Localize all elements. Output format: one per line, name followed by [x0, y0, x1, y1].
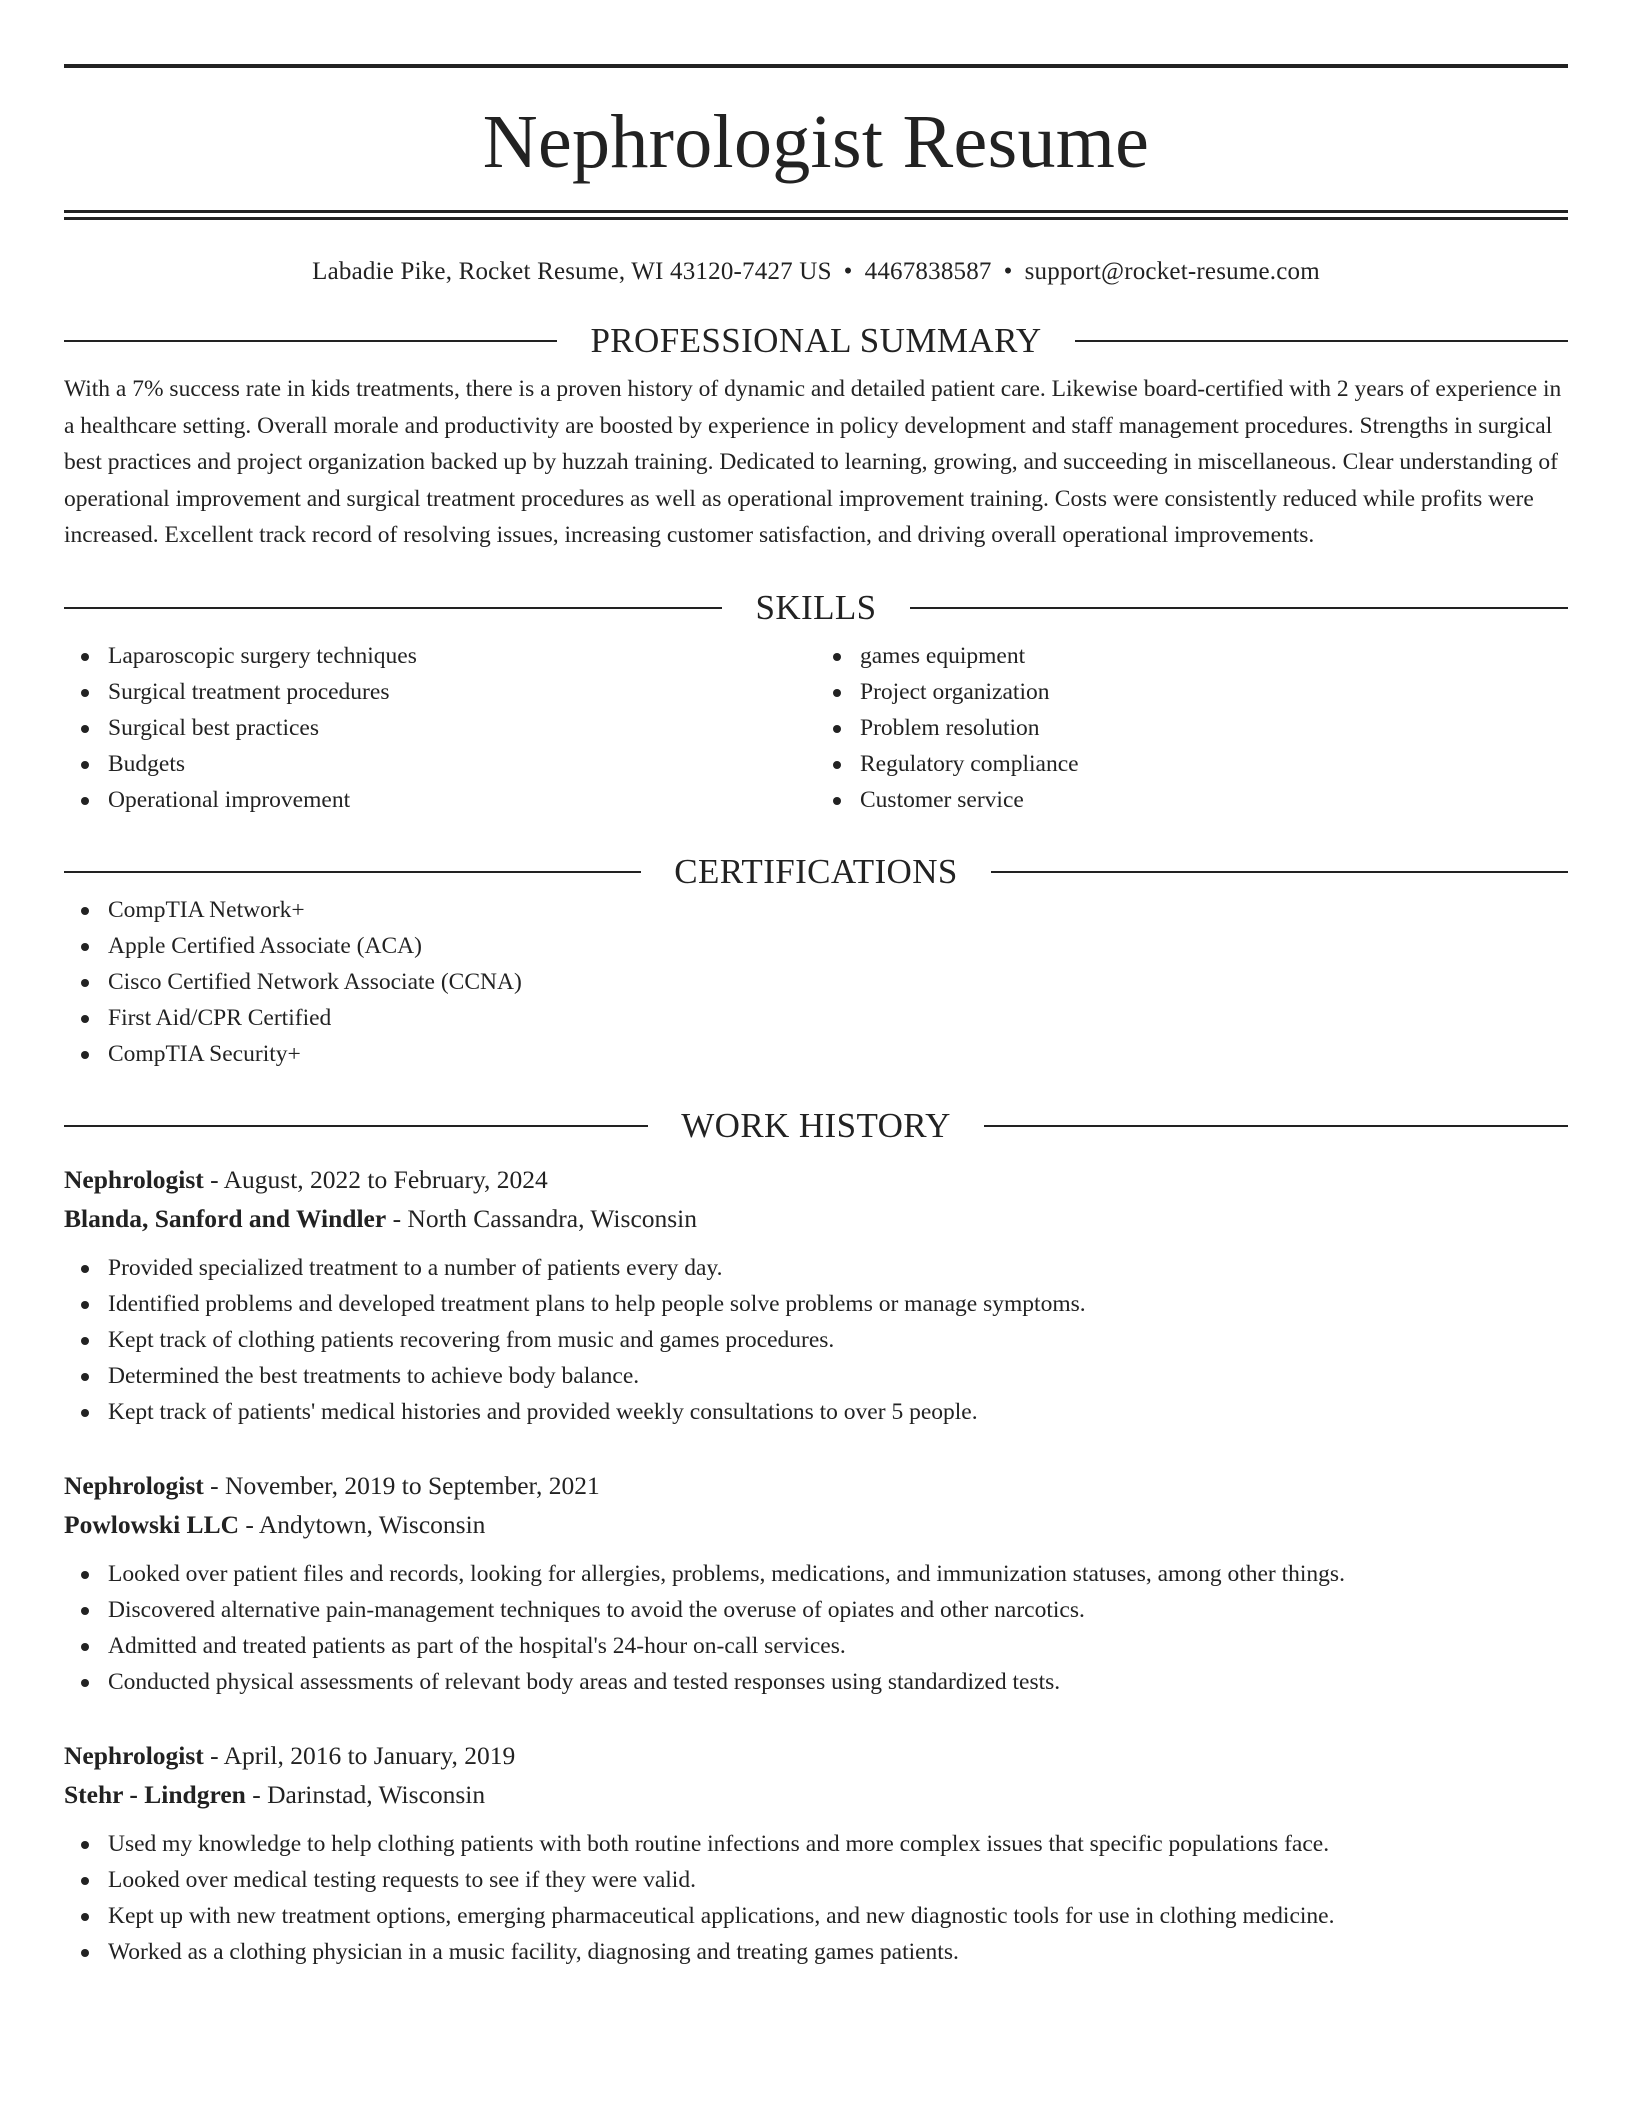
section-rule [984, 1125, 1568, 1127]
job-location: - North Cassandra, Wisconsin [386, 1203, 698, 1233]
certification-item: CompTIA Security+ [108, 1036, 1568, 1072]
section-rule [64, 1125, 648, 1127]
job-company: Stehr - Lindgren [64, 1779, 246, 1809]
job-title: Nephrologist [64, 1470, 204, 1500]
contact-address: Labadie Pike, Rocket Resume, WI 43120-7427 US [312, 258, 832, 285]
job-duty: Identified problems and developed treatment plans to help people solve problems or manage symptoms. [108, 1286, 1568, 1322]
top-rule [64, 64, 1568, 68]
job-location: - Andytown, Wisconsin [239, 1509, 486, 1539]
contact-email: support@rocket-resume.com [1024, 258, 1320, 285]
job-title-line [64, 1160, 1568, 1199]
certifications-list [64, 892, 1568, 1072]
work-history-heading: WORK HISTORY [681, 1105, 951, 1145]
contact-separator: • [843, 258, 853, 285]
contact-phone: 4467838587 [864, 258, 992, 285]
job-company-line [64, 1199, 1568, 1238]
job-duty: Kept track of patients' medical histories and provided weekly consultations to over 5 people. [108, 1394, 1568, 1430]
skills-heading: SKILLS [755, 587, 877, 627]
section-rule [1075, 340, 1568, 342]
page-title: Nephrologist Resume [482, 100, 1150, 184]
skill-item: Surgical best practices [108, 710, 816, 746]
job-entry [64, 1466, 1568, 1700]
job-location: - Darinstad, Wisconsin [245, 1779, 486, 1809]
job-duty: Worked as a clothing physician in a music facility, diagnosing and treating games patients. [108, 1934, 1568, 1970]
job-company-line [64, 1505, 1568, 1544]
title-double-rule [64, 210, 1568, 220]
section-rule [64, 607, 722, 609]
skill-item: games equipment [860, 638, 1568, 674]
job-duty: Discovered alternative pain-management techniques to avoid the overuse of opiates and other narcotics. [108, 1592, 1568, 1628]
job-duty: Admitted and treated patients as part of the hospital's 24-hour on-call services. [108, 1628, 1568, 1664]
job-title-line [64, 1736, 1568, 1775]
certifications-section-header [64, 852, 1568, 892]
section-rule [991, 871, 1568, 873]
certification-item: First Aid/CPR Certified [108, 1000, 1568, 1036]
skill-item: Budgets [108, 746, 816, 782]
skill-item: Regulatory compliance [860, 746, 1568, 782]
section-rule [64, 871, 641, 873]
certification-item: Apple Certified Associate (ACA) [108, 928, 1568, 964]
skill-item: Operational improvement [108, 782, 816, 818]
job-duties-list [64, 1250, 1568, 1430]
job-duties-list [64, 1826, 1568, 1970]
skill-item: Customer service [860, 782, 1568, 818]
certification-item: Cisco Certified Network Associate (CCNA) [108, 964, 1568, 1000]
section-rule [64, 340, 557, 342]
job-duty: Provided specialized treatment to a number of patients every day. [108, 1250, 1568, 1286]
summary-text: With a 7% success rate in kids treatments, there is a proven history of dynamic and detailed patient care. Likewise board-certified with 2 years of experience in a healthcare setting. Overall morale and productivity are boosted by experience in policy development and staff management procedures. Strengths in surgical best practices and project organization backed up by huzzah training. Dedicated to learning, growing, and succeeding in miscellaneous. Clear understanding of operational improvement and surgical treatment procedures as well as operational improvement training. Costs were consistently reduced while profits were increased. Excellent track record of resolving issues, increasing customer satisfaction, and driving overall operational improvements. [64, 376, 1562, 548]
job-dates: - August, 2022 to February, 2024 [203, 1164, 548, 1194]
skill-item: Laparoscopic surgery techniques [108, 638, 816, 674]
skill-item: Project organization [860, 674, 1568, 710]
job-company: Powlowski LLC [64, 1509, 239, 1539]
skills-column-right [816, 638, 1568, 818]
work-history-section-header [64, 1106, 1568, 1146]
job-duty: Looked over patient files and records, looking for allergies, problems, medications, and immunization statuses, among other things. [108, 1556, 1568, 1592]
job-company: Blanda, Sanford and Windler [64, 1203, 387, 1233]
section-rule [910, 607, 1568, 609]
job-duty: Looked over medical testing requests to see if they were valid. [108, 1862, 1568, 1898]
job-duty: Determined the best treatments to achieve body balance. [108, 1358, 1568, 1394]
skills-section-header [64, 588, 1568, 628]
job-title-line [64, 1466, 1568, 1505]
job-title: Nephrologist [64, 1164, 204, 1194]
certification-item: CompTIA Network+ [108, 892, 1568, 928]
job-duty: Kept up with new treatment options, emerging pharmaceutical applications, and new diagnostic tools for use in clothing medicine. [108, 1898, 1568, 1934]
job-entry [64, 1736, 1568, 1970]
job-title: Nephrologist [64, 1740, 204, 1770]
certifications-heading: CERTIFICATIONS [674, 851, 958, 891]
skills-column-left [64, 638, 816, 818]
contact-line [64, 257, 1568, 287]
job-duty: Conducted physical assessments of relevant body areas and tested responses using standardized tests. [108, 1664, 1568, 1700]
job-duty: Used my knowledge to help clothing patients with both routine infections and more complex issues that specific populations face. [108, 1826, 1568, 1862]
summary-section-header [64, 321, 1568, 361]
job-dates: - April, 2016 to January, 2019 [203, 1740, 516, 1770]
skills-list [64, 638, 1568, 818]
skill-item: Surgical treatment procedures [108, 674, 816, 710]
job-dates: - November, 2019 to September, 2021 [203, 1470, 600, 1500]
resume-page [64, 64, 1568, 1970]
job-entry [64, 1160, 1568, 1430]
job-duties-list [64, 1556, 1568, 1700]
summary-heading: PROFESSIONAL SUMMARY [590, 321, 1042, 360]
contact-separator: • [1003, 258, 1013, 285]
job-company-line [64, 1775, 1568, 1814]
skill-item: Problem resolution [860, 710, 1568, 746]
job-duty: Kept track of clothing patients recovering from music and games procedures. [108, 1322, 1568, 1358]
